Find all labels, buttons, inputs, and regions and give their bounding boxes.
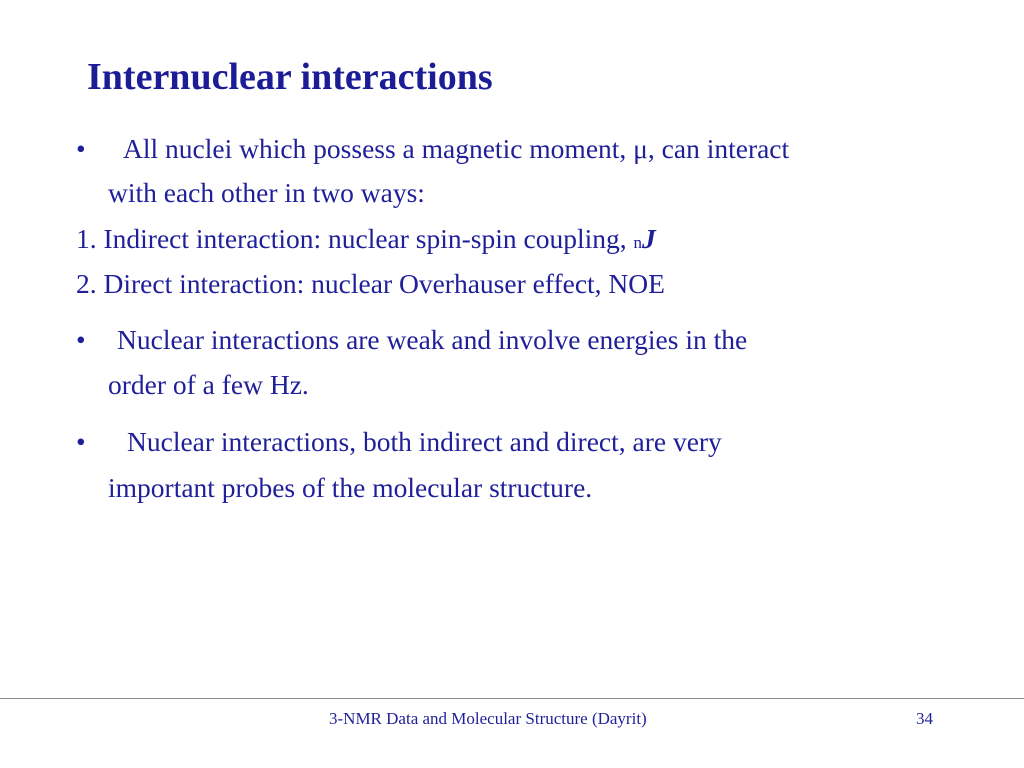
bullet-2-line-1: Nuclear interactions are weak and involve energies in the xyxy=(117,324,748,355)
coupling-superscript: n xyxy=(633,233,642,252)
bullet-1-line-1: All nuclei which possess a magnetic moment, μ, can interact xyxy=(123,133,790,164)
slide-title: Internuclear interactions xyxy=(87,56,493,98)
footer-divider xyxy=(0,698,1024,699)
coupling-symbol: J xyxy=(641,223,656,254)
numbered-item-1 xyxy=(76,222,656,256)
bullet-1-line-2: with each other in two ways: xyxy=(108,177,425,208)
bullet-2-line-2: order of a few Hz. xyxy=(108,369,309,400)
bullet-marker: • xyxy=(76,426,86,457)
footer-title: 3-NMR Data and Molecular Structure (Dayrit) xyxy=(329,709,647,728)
page-number: 34 xyxy=(916,709,933,728)
bullet-marker: • xyxy=(76,133,86,164)
bullet-marker: • xyxy=(76,324,86,355)
numbered-item-2: 2. Direct interaction: nuclear Overhauser effect, NOE xyxy=(76,268,665,299)
bullet-3-line-2: important probes of the molecular structure. xyxy=(108,472,593,503)
numbered-item-1-text: 1. Indirect interaction: nuclear spin-spin coupling, xyxy=(76,223,634,254)
bullet-3-line-1: Nuclear interactions, both indirect and direct, are very xyxy=(127,426,722,457)
